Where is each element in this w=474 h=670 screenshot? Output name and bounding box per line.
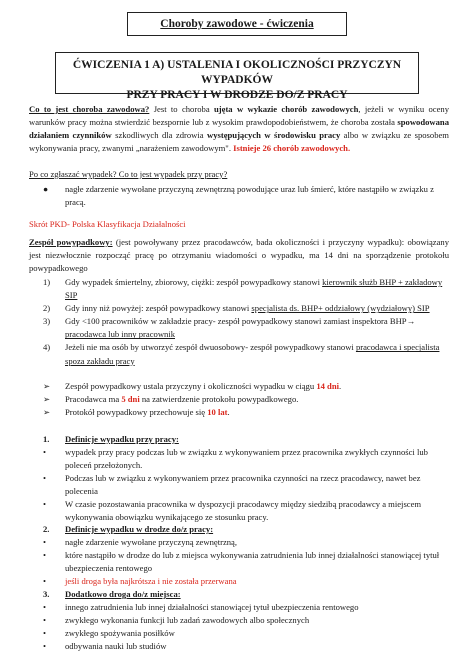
bullet-icon: •: [43, 550, 47, 561]
list-item: [29, 315, 449, 341]
list-number: 1): [43, 277, 51, 287]
list-item: [29, 276, 449, 302]
section-heading: [29, 433, 449, 446]
section-number: 1.: [43, 434, 50, 444]
list-item-text: Gdy <100 pracowników w zakładzie pracy- zespół powypadkowy stanowi zamiast inspektora BHP→: [65, 316, 416, 327]
list-item-text: zwykłego spożywania posiłków: [65, 628, 175, 639]
list-item-underlined: pracodawca i specjalista spoza zakładu pracy: [65, 342, 440, 366]
list-item-text: nagłe zdarzenie wywołane przyczyną zewnętrzną,: [65, 537, 238, 548]
list-item: [29, 393, 449, 406]
list-item: [29, 498, 449, 524]
arrow-icon: ➢: [43, 407, 51, 418]
list-item-red: 14 dni: [316, 381, 340, 391]
list-item: [29, 614, 449, 627]
intro-bold-2: spowodowana działaniem czynników: [29, 117, 449, 141]
list-item-red: 5 dni: [121, 394, 140, 405]
zespol-paragraph: [29, 236, 449, 275]
section-heading: [29, 523, 449, 536]
section-2: [29, 523, 449, 588]
section-heading: [29, 588, 449, 601]
list-item: [29, 640, 449, 653]
list-item-text: zwykłego wykonania funkcji lub zadań zawodowych albo społecznych: [65, 615, 310, 626]
bullet-icon: •: [43, 602, 47, 613]
list-item-text: które nastąpiło w drodze do lub z miejsca wykonywania zatrudnienia lub innej działalności stanowiącej tytuł ubezpieczenia rentowego: [65, 550, 440, 574]
list-item-text: Jeżeli nie ma osób by utworzyć zespół dwuosobowy- zespół powypadkowy stanowi: [65, 342, 356, 353]
list-item: [29, 536, 449, 549]
bullet-icon: •: [43, 447, 47, 457]
list-number: 4): [43, 342, 51, 353]
list-item: [29, 406, 449, 419]
bullet-icon: •: [43, 641, 47, 652]
list-item: [29, 341, 449, 367]
section-title: Definicje wypadku w drodze do/z pracy:: [65, 524, 214, 534]
list-item-text: wypadek przy pracy podczas lub w związku z wykonywaniem przez pracownika zwykłych czynności lub poleceń przełożonych.: [65, 447, 428, 471]
list-item-text: Gdy inny niż powyżej: zespół powypadkowy stanowi: [65, 303, 252, 314]
intro-bold-1: ujęta w wykazie chorób zawodowych: [213, 104, 359, 114]
list-item-text: Pracodawca ma: [65, 394, 122, 405]
list-item-text: Zespół powypadkowy ustala przyczyny i okoliczności wypadku w ciągu: [65, 381, 317, 391]
list-item-text: Protokół powypadkowy przechowuje się: [65, 407, 208, 418]
zespol-text: (jest powoływany przez pracodawców, bada okoliczności i przyczyny wypadku): obowiązany jest niezwłocznie rozpocząć pracę po otrzymaniu wiadomości o wypadku, ma 14 dni na sporządzenie protokołu powypadkowego: [29, 237, 449, 274]
accident-definition-list: [29, 183, 449, 209]
list-item-text: nagłe zdarzenie wywołane przyczyną zewnętrzną powodujące uraz lub śmierć, które nastąpiło w związku z pracą.: [65, 184, 434, 208]
intro-text-1: Jest to choroba: [149, 104, 214, 114]
heading-box: [55, 52, 419, 101]
arrow-icon: ➢: [43, 381, 51, 391]
intro-paragraph: [29, 103, 449, 155]
zespol-label: Zespół powypadkowy:: [29, 237, 113, 247]
list-item-text: W czasie pozostawania pracownika w dyspozycji pracodawcy między siedzibą pracodawcy a miejscem wykonywania obowiązku wynikającego ze stosunku pracy.: [65, 499, 422, 523]
bullet-icon: •: [43, 615, 47, 626]
list-item-text-end: na zatwierdzenie protokołu powypadkowego.: [139, 394, 299, 405]
intro-text-4: albo w związku ze sposobem wykonywania pracy, zwanymi „narażeniem zawodowym".: [29, 130, 449, 154]
list-item: [29, 302, 449, 315]
section-title: Dodatkowo droga do/z miejsca:: [65, 589, 181, 599]
bullet-icon: ●: [43, 184, 49, 194]
intro-bold-3: występujących w środowisku pracy: [206, 130, 341, 141]
list-item: [29, 472, 449, 498]
section-number: 2.: [43, 524, 50, 534]
bullet-icon: •: [43, 576, 47, 587]
intro-red-note: Istnieje 26 chorób zawodowych.: [233, 143, 351, 154]
list-item-text: innego zatrudnienia lub innej działalności stanowiącej tytuł ubezpieczenia rentowego: [65, 602, 359, 613]
list-number: 2): [43, 303, 51, 314]
list-number: 3): [43, 316, 51, 327]
title-box: [127, 12, 347, 36]
bullet-icon: •: [43, 537, 47, 548]
heading-line-2: PRZY PRACY I W DRODZE DO/Z PRACY: [126, 89, 348, 101]
list-item: [29, 575, 449, 588]
list-item: [29, 380, 449, 393]
list-item-text-end: .: [339, 381, 342, 391]
list-item: [29, 627, 449, 640]
list-item: [29, 601, 449, 614]
list-item-underlined: kierownik służb BHP + zakładowy SIP: [65, 277, 443, 301]
section-title: Definicje wypadku przy pracy:: [65, 434, 179, 444]
question-2: Po co zgłaszać wypadek? Co to jest wypadek przy pracy?: [29, 169, 228, 179]
list-item-text-end: .: [227, 407, 230, 418]
section-3: [29, 588, 449, 653]
list-item: [29, 183, 449, 209]
section-1-list: [29, 446, 449, 525]
heading-line-1: ĆWICZENIA 1 A) USTALENIA I OKOLICZNOŚCI PRZYCZYN WYPADKÓW: [72, 59, 402, 86]
document-title: Choroby zawodowe - ćwiczenia: [160, 18, 314, 30]
pkd-note: Skrót PKD- Polska Klasyfikacja Działalności: [29, 219, 186, 229]
list-item-underlined: specjalista ds. BHP+ oddziałowy (wydziałowy) SIP: [251, 303, 430, 314]
section-number: 3.: [43, 589, 50, 599]
bullet-icon: •: [43, 473, 47, 484]
list-item: [29, 549, 449, 575]
section-1: [29, 433, 449, 446]
list-item-text: Podczas lub w związku z wykonywaniem przez pracownika czynności na rzecz pracodawcy, nawet bez polecenia: [65, 473, 421, 497]
list-item-red-text: jeśli droga była najkrótsza i nie została przerwana: [65, 576, 237, 587]
list-item: [29, 446, 449, 472]
arrow-icon: ➢: [43, 394, 51, 405]
bullet-icon: •: [43, 628, 47, 639]
list-item-red: 10 lat: [207, 407, 228, 418]
intro-text-2: , jeżeli w wyniku oceny warunków pracy można stwierdzić bezspornie lub z wysokim prawdopodobieństwem, że choroba została: [29, 104, 449, 128]
list-item-text: Gdy wypadek śmiertelny, zbiorowy, ciężki: zespół powypadkowy stanowi: [65, 277, 323, 287]
bullet-icon: •: [43, 499, 47, 510]
intro-question: Co to jest choroba zawodowa?: [29, 104, 150, 114]
list-item-underlined: pracodawca lub inny pracownik: [65, 329, 176, 340]
arrow-list: [29, 380, 449, 419]
numbered-list: [29, 276, 449, 368]
intro-text-3: szkodliwych dla zdrowia: [111, 130, 207, 141]
list-item-text: odbywania nauki lub studiów: [65, 641, 167, 652]
